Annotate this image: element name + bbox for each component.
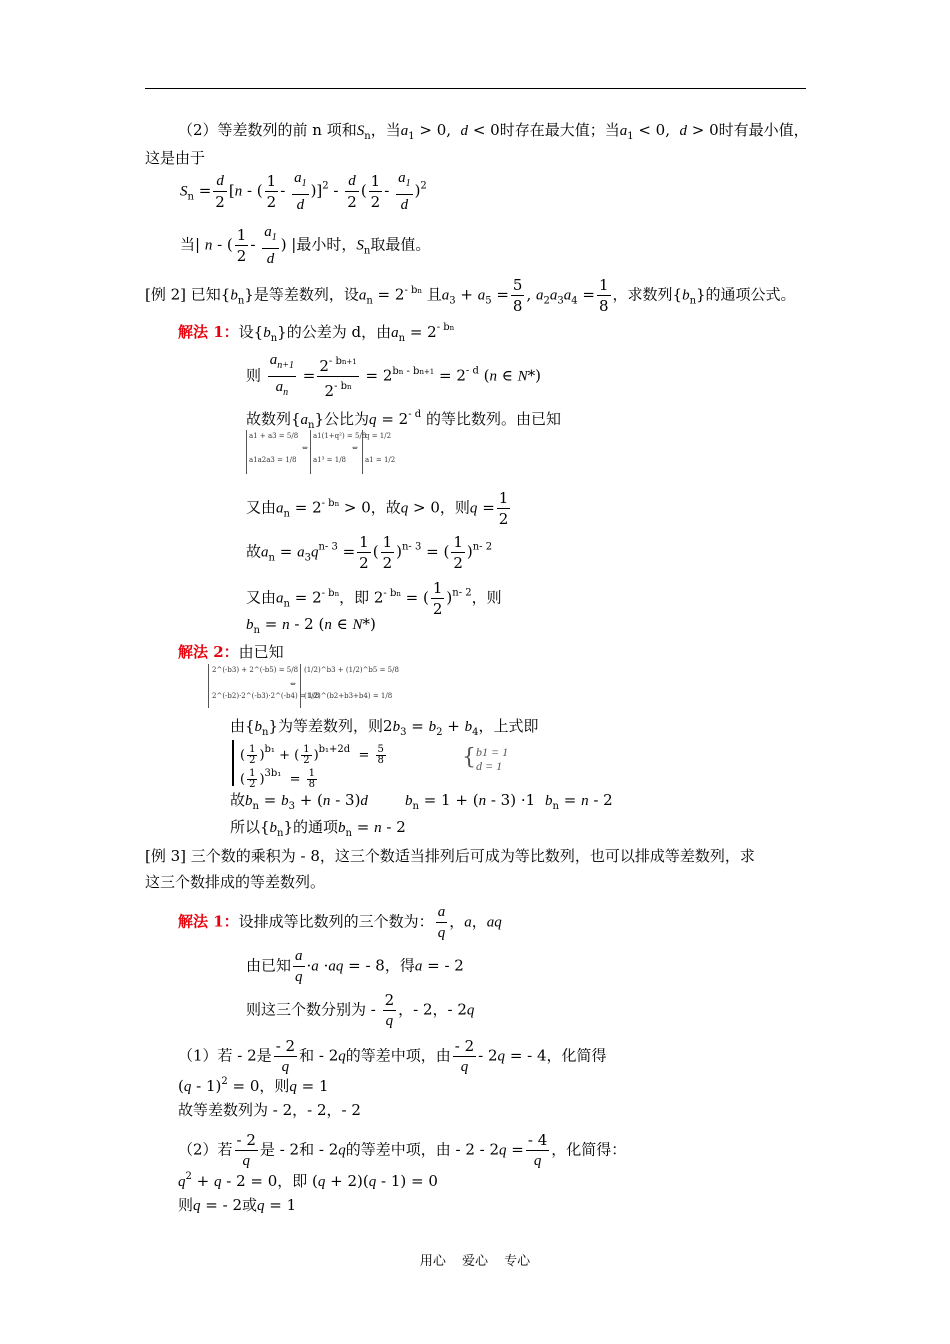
sol2-system-brace-1	[208, 664, 209, 708]
example2-sol2-step3: 所以$\{b_n\}$的通项$b_n = n - 2$	[230, 818, 406, 839]
sol2-sys2-2: ( $\frac{1}{2}$ )$^{3b_1}$ = $\frac{1}{8}$	[240, 768, 315, 790]
implies-arrow-3: ⇔	[290, 680, 296, 688]
example2-sol1-step6: $b_n = n - 2$ (n ∈ N*)	[246, 615, 376, 636]
example2-sol2-step2b: $b_n = 1 + (n - 3) \cdot 1$	[405, 791, 536, 812]
example3-case1-line3: 故等差数列为 - 2，- 2，- 2	[178, 1101, 361, 1119]
example3-case1-line1: （1）若 - 2是 $\frac{- 2}{q}$ 和 - 2q的等差中项，由 $\frac{- 2}{q}$ - 2q = - 4，化简得	[178, 1037, 607, 1075]
sol1-sys-4: a1³ = 1/8	[313, 456, 347, 464]
sol1-sys-5: q = 1/2	[365, 432, 392, 440]
example2-sol2-step2c: $b_n = n - 2$	[545, 791, 613, 812]
sol1-system-brace-2	[310, 430, 311, 474]
implies-arrow-2: ⇔	[352, 444, 358, 452]
sol2-sys2-1: ( $\frac{1}{2}$ )$^{b_1}$ + ( $\frac{1}{2}$ )$^{b_1+2d}$ = $\frac{5}{8}$	[240, 744, 384, 766]
example3-sol1-step1: 由已知 $\frac{a}{q}$ ·a ·aq = - 8，得a = - 2	[246, 948, 464, 985]
example3-case1-line2: (q - 1)$^2$ = 0，则q = 1	[178, 1076, 329, 1095]
sol1-system-brace-1	[246, 430, 247, 474]
sol2-sys2-3	[476, 746, 508, 758]
ex3-sol1-label: 解法 1：	[178, 912, 239, 931]
para1-line2: 这是由于	[145, 149, 206, 167]
sol2-system-brace-3	[232, 740, 234, 786]
header-rule	[145, 88, 806, 89]
footer-item-1: 用心	[419, 1254, 446, 1269]
sol2-sys-4: (1/2)^(b2+b3+b4) = 1/8	[304, 692, 393, 700]
sn-formula: $S_n$ = $\frac{d}{2}$ [n - ( $\frac{1}{2}$ - $\frac{a_1}{d}$ )]$^2$ - $\frac{d}{2}$ ( $\frac{1}{2}$ - $\frac{a_1}{d}$ )$^2$	[180, 170, 427, 213]
example2-sol1-step3: 又由$a_n = 2^{- bn} > 0$，故q > 0，则q = $\frac{1}{2}$	[246, 489, 509, 528]
example2-sol1-step2: 故数列$\{a_n\}$公比为$q = 2^{- d}$ 的等比数列。由已知	[246, 409, 561, 431]
sol1-sys-1: a1 + a3 = 5/8	[249, 432, 299, 440]
example3-case2-line3: 则q = - 2或q = 1	[178, 1196, 297, 1214]
sol2-system-brace-2	[300, 664, 301, 708]
sol1-system-brace-3	[362, 430, 363, 474]
example2-sol1-step1: 则 $\frac{a_{n+1}}{a_n}$ = $\frac{2^{- bn+1}}{2^{- bn}}$ = $2^{bn - bn+1} = 2^{- d}$ (n ∈ N*)	[246, 352, 542, 400]
sol2-label: 解法 2：	[178, 643, 239, 661]
sol1-sys-6: a1 = 1/2	[365, 456, 396, 464]
footer-item-3: 专心	[504, 1254, 531, 1269]
example2-sol1-intro: 解法 1：设$\{b_n\}$的公差为 d，由$a_n = 2^{- bn}$	[178, 322, 455, 344]
sol2-sys-2: 2^(-b2)·2^(-b3)·2^(-b4) = 1/8	[212, 692, 320, 700]
sol1-sys-3: a1(1+q²) = 5/8	[313, 432, 367, 440]
example2-sol2-step1: 由$\{b_n\}$为等差数列，则$2b_3 = b_2 + b_4$，上式即	[230, 717, 539, 738]
sol2-b1: b1 = 1	[476, 745, 509, 759]
para1-line3: 当| n - ( $\frac{1}{2}$ - $\frac{a_1}{d}$ ) |最小时，$S_n$取最值。	[180, 224, 431, 267]
example3-case2-line2: $q^2 + q - 2 = 0$，即 (q + 2)(q - 1) = 0	[178, 1171, 438, 1190]
sol2-d: d = 1	[476, 759, 503, 773]
example2-sol2-intro	[178, 642, 284, 662]
example3-statement2: 这三个数排成的等差数列。	[145, 873, 326, 891]
example3-sol1-step2: 则这三个数分别为 - $\frac{2}{q}$ ，- 2，- 2q	[246, 991, 475, 1029]
sol1-sys-2: a1a2a3 = 1/8	[249, 456, 297, 464]
example2-statement: [例 2] 已知$\{b_n\}$是等差数列，设$a_n = 2^{- bn}$ 且$a_3 + a_5$ = $\frac{5}{8}$ , $a_2a_3a_4$ = $\frac{1}{8}$ ，求数列$\{b_n\}$的通项公式。	[145, 276, 796, 315]
sol2-sys2-4	[476, 760, 502, 772]
sol2-sys-3: (1/2)^b3 + (1/2)^b5 = 5/8	[304, 666, 399, 674]
example2-sol1-step5: 又由$a_n = 2^{- bn}$，即 $2^{- bn}$ = ( $\frac{1}{2}$ )$^{n- 2}$，则	[246, 579, 502, 618]
example2-sol2-step2: 故$b_n = b_3 + (n - 3)d$	[230, 791, 368, 812]
example3-sol1-intro: 解法 1：设排成等比数列的三个数为： $\frac{a}{q}$ ，a，aq	[178, 904, 502, 941]
implies-arrow-1: ⇔	[302, 444, 308, 452]
page-footer	[0, 1250, 950, 1269]
sol2-sys2-brace-4: {	[462, 745, 476, 770]
example3-statement1: [例 3] 三个数的乘积为 - 8，这三个数适当排列后可成为等比数列，也可以排成等差数列，求	[145, 847, 755, 865]
sol2-sys-1: 2^(-b3) + 2^(-b5) = 5/8	[212, 666, 299, 674]
para1-line1: （2）等差数列的前 n 项和$S_n$，当$a_1 > 0$, d < 0时存在最大值；当$a_1 < 0$, d > 0时有最小值，	[178, 121, 809, 142]
example2-sol1-step4: 故$a_n = a_3q^{n- 3}$ = $\frac{1}{2}$ ( $\frac{1}{2}$ )$^{n- 3}$ = ( $\frac{1}{2}$ )$^{n- 2}$	[246, 533, 493, 572]
example3-case2-line1: （2）若 $\frac{- 2}{q}$ 是 - 2和 - 2q的等差中项，由 - 2 - 2q = $\frac{- 4}{q}$ ，化简得：	[178, 1131, 627, 1169]
footer-item-2: 爱心	[461, 1254, 488, 1269]
sol2-intro-text: 由已知	[238, 643, 284, 661]
sol1-label: 解法 1：	[178, 323, 239, 341]
